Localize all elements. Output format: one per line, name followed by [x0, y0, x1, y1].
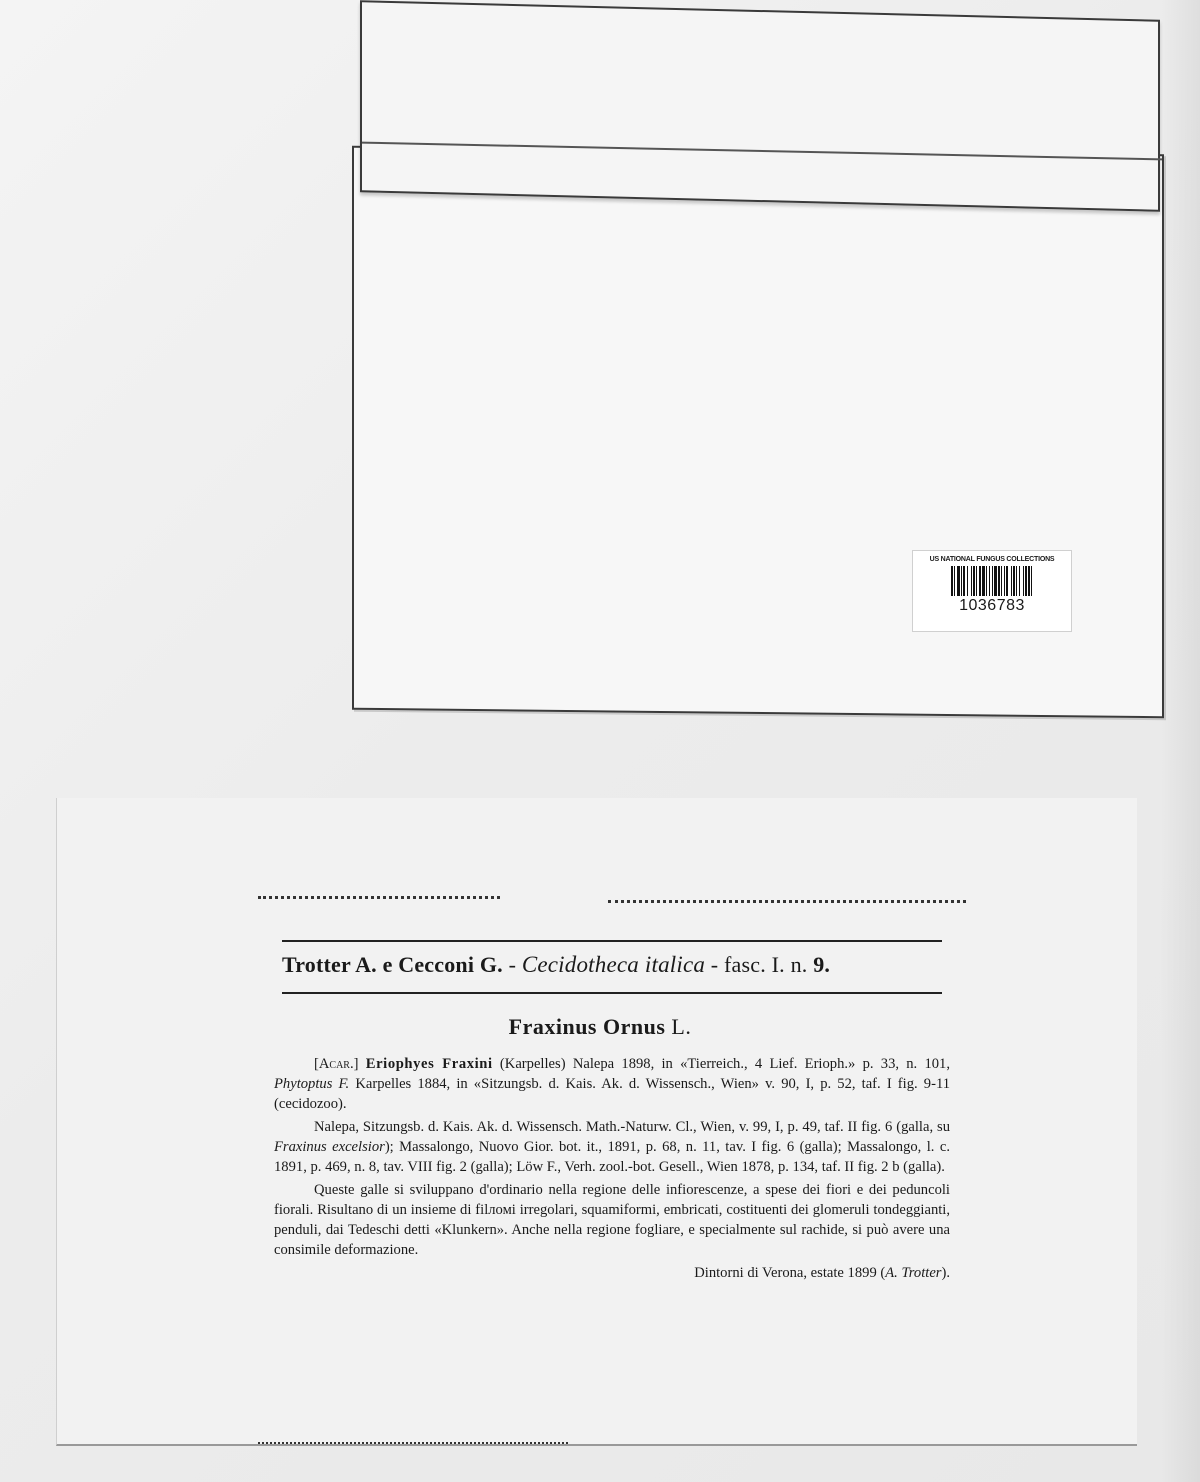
header-rule-bottom	[282, 992, 942, 994]
separator: -	[502, 952, 522, 977]
citation-text: Nalepa, Sitzungsb. d. Kais. Ak. d. Wissensch. Math.-Naturw. Cl., Wien, v. 99, I, p. 49, taf. II fig. 6 (galla, su	[314, 1119, 950, 1135]
host-name: Fraxinus Ornus	[508, 1014, 666, 1039]
header-rule-top	[282, 940, 942, 942]
host-species: Fraxinus excelsior	[274, 1139, 385, 1155]
organism-name: Eriophyes Fraxini	[365, 1056, 493, 1072]
description-paragraph-2	[274, 1117, 950, 1177]
collector-name: A. Trotter	[885, 1265, 942, 1281]
host-plant	[0, 1014, 1200, 1040]
packet-flap	[360, 0, 1160, 212]
separator: -	[705, 952, 725, 977]
description-paragraph-1	[274, 1054, 950, 1114]
barcode-number: 1036783	[959, 597, 1025, 614]
barcode-collection-name: US NATIONAL FUNGUS COLLECTIONS	[929, 556, 1055, 563]
citation-text: ); Massalongo, Nuovo Gior. bot. it., 1891, p. 68, n. 11, tav. I fig. 6 (galla); Massalongo, l. c. 1891, p. 469, n. 8, tav. VIII fig. 2 (galla); Löw F., Verh. zool.-bot. Gesell., Wien 1878, p. 134, taf. II fig. 2 b (galla).	[274, 1139, 950, 1175]
group-tag: [Acar.]	[314, 1056, 359, 1072]
host-author: L.	[671, 1014, 692, 1039]
label-number: 9.	[813, 952, 831, 977]
citation-text: Karpelles 1884, in «Sitzungsb. d. Kais. Ak. d. Wissensch., Wien» v. 90, I, p. 52, taf. I fig. 9-11 (cecidozoo).	[274, 1076, 950, 1112]
locality-close: ).	[941, 1265, 950, 1281]
label-authors: Trotter A. e Cecconi G.	[282, 952, 503, 977]
dotted-rule-bottom	[258, 1442, 568, 1444]
sheet-shadow	[1160, 0, 1200, 1482]
label-body	[274, 1054, 950, 1286]
locality-text: Dintorni di Verona, estate 1899 (	[694, 1265, 886, 1281]
dotted-rule-right	[608, 900, 966, 903]
specimen-packet	[352, 146, 1164, 719]
dotted-rule-left	[258, 896, 500, 899]
barcode-bar	[1032, 566, 1034, 596]
label-work-title: Cecidotheca italica	[521, 952, 706, 977]
label-fascicle: fasc. I. n.	[724, 952, 808, 977]
barcode-bars	[925, 566, 1059, 596]
locality-line	[274, 1263, 950, 1283]
barcode-label	[912, 550, 1072, 632]
description-paragraph-3: Queste galle si sviluppano d'ordinario nella regione delle infiorescenze, a spese dei fiori e dei peduncoli fiorali. Risultano di un insieme di filломi irregolari, squamiformi, embricati, costituenti dei glomeruli tondeggianti, penduli, dai Tedeschi detti «Klunkern». Anche nella regione fogliare, e specialmente sul rachide, si può avere una consimile deformazione.	[274, 1182, 950, 1258]
citation-text: (Karpelles) Nalepa 1898, in «Tierreich., 4 Lief. Erioph.» p. 33, n. 101,	[492, 1056, 950, 1072]
synonym: Phytoptus F.	[274, 1076, 350, 1092]
label-header	[282, 952, 942, 978]
